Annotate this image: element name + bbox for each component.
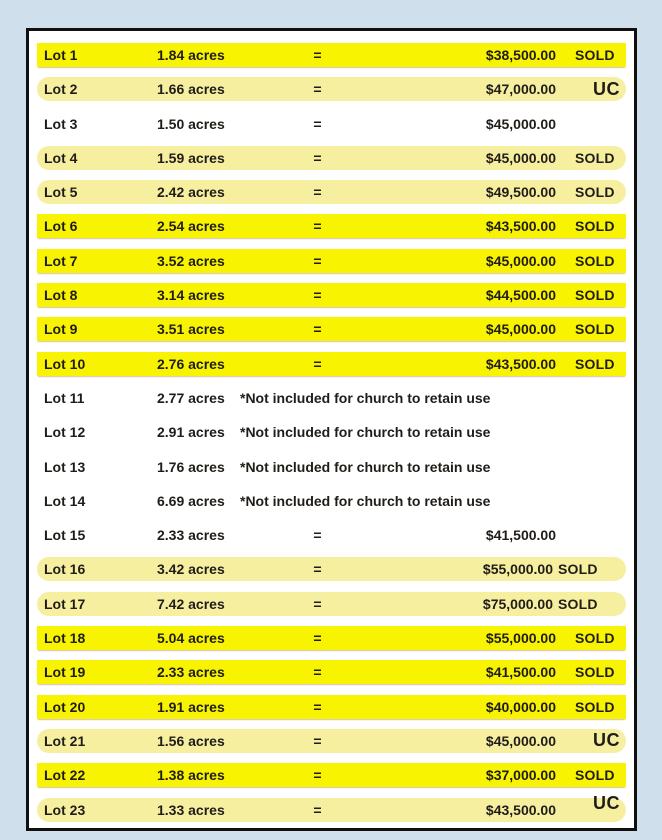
equals-sign: =	[313, 81, 322, 98]
lot-label: Lot 19	[44, 664, 86, 681]
highlight-band	[37, 214, 626, 238]
price: $41,500.00	[485, 664, 556, 681]
equals-sign: =	[313, 698, 322, 715]
highlight-band	[37, 695, 626, 719]
status-badge: SOLD	[575, 218, 615, 235]
equals-sign: =	[313, 767, 322, 784]
acreage: 2.42 acres	[157, 184, 225, 201]
lot-label: Lot 6	[44, 218, 78, 235]
lot-label: Lot 21	[44, 732, 86, 749]
lot-label: Lot 14	[44, 492, 86, 509]
status-badge: SOLD	[575, 630, 615, 647]
equals-sign: =	[313, 355, 322, 372]
status-badge: SOLD	[575, 252, 615, 269]
equals-sign: =	[313, 252, 322, 269]
acreage: 1.84 acres	[157, 47, 225, 63]
price: $44,500.00	[485, 287, 556, 304]
lot-label: Lot 9	[44, 321, 78, 338]
price: $45,000.00	[485, 732, 556, 749]
highlight-band	[37, 557, 626, 581]
price: $47,000.00	[485, 81, 556, 98]
acreage: 1.38 acres	[157, 767, 225, 784]
price: $43,500.00	[485, 355, 556, 372]
status-badge: SOLD	[575, 149, 615, 166]
lot-label: Lot 16	[44, 561, 86, 578]
lot-row	[37, 209, 626, 243]
status-badge: SOLD	[575, 767, 615, 784]
acreage: 1.50 acres	[157, 115, 225, 132]
status-badge: SOLD	[575, 698, 615, 715]
equals-sign: =	[313, 47, 322, 63]
lot-label: Lot 7	[44, 252, 78, 269]
lot-label: Lot 12	[44, 424, 86, 441]
acreage: 1.91 acres	[157, 698, 225, 715]
acreage: 1.56 acres	[157, 732, 225, 749]
lot-row	[37, 175, 626, 209]
lot-row	[37, 518, 626, 552]
equals-sign: =	[313, 149, 322, 166]
status-badge: SOLD	[575, 287, 615, 304]
status-badge: SOLD	[575, 47, 615, 63]
lot-row	[37, 758, 626, 792]
acreage: 2.33 acres	[157, 664, 225, 681]
acreage: 5.04 acres	[157, 630, 225, 647]
document-page	[26, 28, 637, 831]
lot-label: Lot 15	[44, 527, 86, 544]
lot-row	[37, 312, 626, 346]
highlight-band	[37, 729, 626, 753]
lot-label: Lot 1	[44, 47, 78, 63]
highlight-band	[37, 592, 626, 616]
equals-sign: =	[313, 527, 322, 544]
lot-row	[37, 278, 626, 312]
equals-sign: =	[313, 321, 322, 338]
equals-sign: =	[313, 732, 322, 749]
lot-label: Lot 17	[44, 595, 86, 612]
acreage: 2.76 acres	[157, 355, 225, 372]
highlight-band	[37, 420, 626, 444]
lot-label: Lot 3	[44, 115, 78, 132]
highlight-band	[37, 386, 626, 410]
acreage: 3.42 acres	[157, 561, 225, 578]
highlight-band	[37, 763, 626, 787]
retain-use-note: *Not included for church to retain use	[240, 389, 491, 406]
equals-sign: =	[313, 184, 322, 201]
equals-sign: =	[313, 115, 322, 132]
acreage: 2.33 acres	[157, 527, 225, 544]
price: $45,000.00	[485, 115, 556, 132]
lot-row	[37, 724, 626, 758]
price: $49,500.00	[485, 184, 556, 201]
lot-row	[37, 655, 626, 689]
status-badge: SOLD	[575, 664, 615, 681]
status-badge: UC	[593, 730, 620, 751]
lot-row	[37, 690, 626, 724]
lot-label: Lot 22	[44, 767, 86, 784]
acreage: 2.54 acres	[157, 218, 225, 235]
acreage: 2.77 acres	[157, 389, 225, 406]
status-badge: UC	[593, 793, 620, 814]
highlight-band	[37, 352, 626, 376]
status-badge: SOLD	[575, 355, 615, 372]
equals-sign: =	[313, 664, 322, 681]
acreage: 1.33 acres	[157, 801, 225, 818]
price: $40,000.00	[485, 698, 556, 715]
acreage: 3.51 acres	[157, 321, 225, 338]
highlight-band	[37, 455, 626, 479]
highlight-band	[37, 626, 626, 650]
lot-row	[37, 381, 626, 415]
price: $38,500.00	[485, 47, 556, 63]
status-badge: SOLD	[558, 561, 598, 578]
lot-row	[37, 450, 626, 484]
price: $55,000.00	[482, 561, 553, 578]
highlight-band	[37, 283, 626, 307]
lot-label: Lot 2	[44, 81, 78, 98]
acreage: 6.69 acres	[157, 492, 225, 509]
acreage: 7.42 acres	[157, 595, 225, 612]
lot-label: Lot 8	[44, 287, 78, 304]
lot-row	[37, 793, 626, 827]
price: $75,000.00	[482, 595, 553, 612]
highlight-band	[37, 317, 626, 341]
retain-use-note: *Not included for church to retain use	[240, 492, 491, 509]
highlight-band	[37, 249, 626, 273]
status-badge: SOLD	[558, 595, 598, 612]
lot-row	[37, 484, 626, 518]
price: $45,000.00	[485, 149, 556, 166]
lot-row	[37, 621, 626, 655]
retain-use-note: *Not included for church to retain use	[240, 458, 491, 475]
price: $55,000.00	[485, 630, 556, 647]
lot-row	[37, 107, 626, 141]
equals-sign: =	[313, 218, 322, 235]
lot-label: Lot 13	[44, 458, 86, 475]
acreage: 3.14 acres	[157, 287, 225, 304]
lot-row	[37, 72, 626, 106]
highlight-band	[37, 523, 626, 547]
equals-sign: =	[313, 595, 322, 612]
lot-label: Lot 4	[44, 149, 78, 166]
highlight-band	[37, 793, 626, 822]
highlight-band	[37, 43, 626, 67]
lot-row	[37, 415, 626, 449]
highlight-band	[37, 660, 626, 684]
price: $43,500.00	[485, 218, 556, 235]
highlight-band	[37, 489, 626, 513]
lot-label: Lot 5	[44, 184, 78, 201]
price: $45,000.00	[485, 252, 556, 269]
retain-use-note: *Not included for church to retain use	[240, 424, 491, 441]
lot-label: Lot 10	[44, 355, 86, 372]
lot-row	[37, 244, 626, 278]
highlight-band	[37, 180, 626, 204]
acreage: 2.91 acres	[157, 424, 225, 441]
acreage: 1.66 acres	[157, 81, 225, 98]
lot-list	[37, 38, 626, 827]
price: $45,000.00	[485, 321, 556, 338]
lot-label: Lot 18	[44, 630, 86, 647]
highlight-band	[37, 146, 626, 170]
status-badge: SOLD	[575, 184, 615, 201]
acreage: 1.76 acres	[157, 458, 225, 475]
equals-sign: =	[313, 561, 322, 578]
acreage: 1.59 acres	[157, 149, 225, 166]
price: $37,000.00	[485, 767, 556, 784]
equals-sign: =	[313, 287, 322, 304]
lot-label: Lot 20	[44, 698, 86, 715]
status-badge: SOLD	[575, 321, 615, 338]
lot-row	[37, 141, 626, 175]
lot-row	[37, 38, 626, 72]
price: $41,500.00	[485, 527, 556, 544]
highlight-band	[37, 112, 626, 136]
status-badge: UC	[593, 78, 620, 99]
equals-sign: =	[313, 801, 322, 818]
equals-sign: =	[313, 630, 322, 647]
lot-label: Lot 23	[44, 801, 86, 818]
lot-row	[37, 552, 626, 586]
price: $43,500.00	[485, 801, 556, 818]
lot-label: Lot 11	[44, 389, 85, 406]
acreage: 3.52 acres	[157, 252, 225, 269]
lot-row	[37, 587, 626, 621]
lot-row	[37, 347, 626, 381]
highlight-band	[37, 77, 626, 101]
